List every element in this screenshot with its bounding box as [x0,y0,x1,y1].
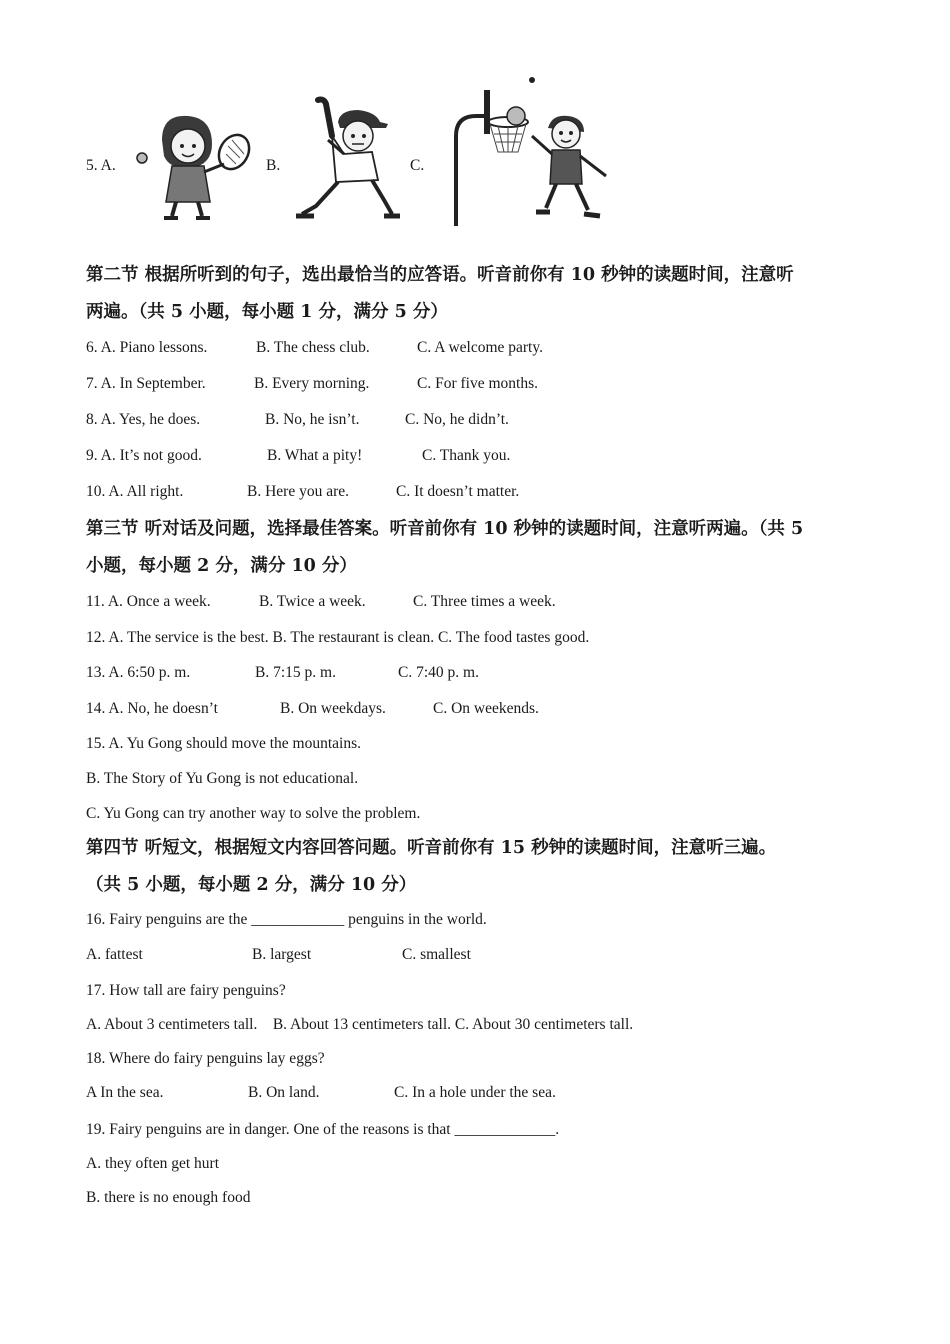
q5-option-b-label: B. [266,157,281,174]
section4-heading-line1: 第四节 听短文，根据短文内容回答问题。听音前你有 15 秒钟的读题时间，注意听三遍。 [86,838,777,858]
q7-option-c: C. For five months. [417,375,538,392]
q13-option-b: B. 7:15 p. m. [255,664,336,681]
q18-option-c: C. In a hole under the sea. [394,1084,556,1101]
q16-option-a: A. fattest [86,946,143,963]
section4-heading-line2: （共 5 小题，每小题 2 分，满分 10 分） [86,875,417,895]
q10-option-a: 10. A. All right. [86,483,184,500]
section3-heading-line2: 小题，每小题 2 分，满分 10 分） [86,556,357,576]
q8-option-b: B. No, he isn’t. [265,411,360,428]
q9-option-a: 9. A. It’s not good. [86,447,202,464]
baseball-player-icon [288,96,404,224]
q10-option-b: B. Here you are. [247,483,349,500]
q16-stem: 16. Fairy penguins are the ____________ penguins in the world. [86,911,487,928]
q19-stem: 19. Fairy penguins are in danger. One of the reasons is that _____________. [86,1121,560,1138]
q6-option-c: C. A welcome party. [417,339,543,356]
question-12: 12. A. The service is the best. B. The restaurant is clean. C. The food tastes good. [86,629,590,646]
q11-option-b: B. Twice a week. [259,593,366,610]
q13-option-c: C. 7:40 p. m. [398,664,479,681]
q16-option-b: B. largest [252,946,312,963]
q7-option-b: B. Every morning. [254,375,370,392]
q17-stem: 17. How tall are fairy penguins? [86,982,286,999]
q8-option-a: 8. A. Yes, he does. [86,411,201,428]
q18-option-b: B. On land. [248,1084,320,1101]
q6-option-b: B. The chess club. [256,339,370,356]
q11-option-a: 11. A. Once a week. [86,593,211,610]
q15-option-a: 15. A. Yu Gong should move the mountains. [86,735,361,752]
q13-option-a: 13. A. 6:50 p. m. [86,664,191,681]
section2-heading-line1: 第二节 根据所听到的句子，选出最恰当的应答语。听音前你有 10 秒钟的读题时间，注意听 [86,265,794,285]
q14-option-c: C. On weekends. [433,700,539,717]
q7-option-a: 7. A. In September. [86,375,206,392]
q6-option-a: 6. A. Piano lessons. [86,339,208,356]
q15-option-b: B. The Story of Yu Gong is not educational. [86,770,359,787]
q18-option-a: A In the sea. [86,1084,164,1101]
section3-heading-line1: 第三节 听对话及问题，选择最佳答案。听音前你有 10 秒钟的读题时间，注意听两遍。（共 5 [86,519,804,539]
q10-option-c: C. It doesn’t matter. [396,483,520,500]
section2-heading-line2: 两遍。（共 5 小题，每小题 1 分，满分 5 分） [86,302,448,322]
q16-option-c: C. smallest [402,946,471,963]
q5-label: 5. A. [86,157,116,174]
tennis-girl-icon [132,110,258,222]
q19-option-b: B. there is no enough food [86,1189,251,1206]
q9-option-b: B. What a pity! [267,447,363,464]
q17-options: A. About 3 centimeters tall. B. About 13 centimeters tall. C. About 30 centimeters tall. [86,1016,634,1033]
q5-option-c-label: C. [410,157,425,174]
q18-stem: 18. Where do fairy penguins lay eggs? [86,1050,325,1067]
q14-option-b: B. On weekdays. [280,700,386,717]
q14-option-a: 14. A. No, he doesn’t [86,700,218,717]
q15-option-c: C. Yu Gong can try another way to solve the problem. [86,805,421,822]
q19-option-a: A. they often get hurt [86,1155,220,1172]
q8-option-c: C. No, he didn’t. [405,411,509,428]
q11-option-c: C. Three times a week. [413,593,556,610]
basketball-boy-icon [448,76,620,228]
q9-option-c: C. Thank you. [422,447,511,464]
